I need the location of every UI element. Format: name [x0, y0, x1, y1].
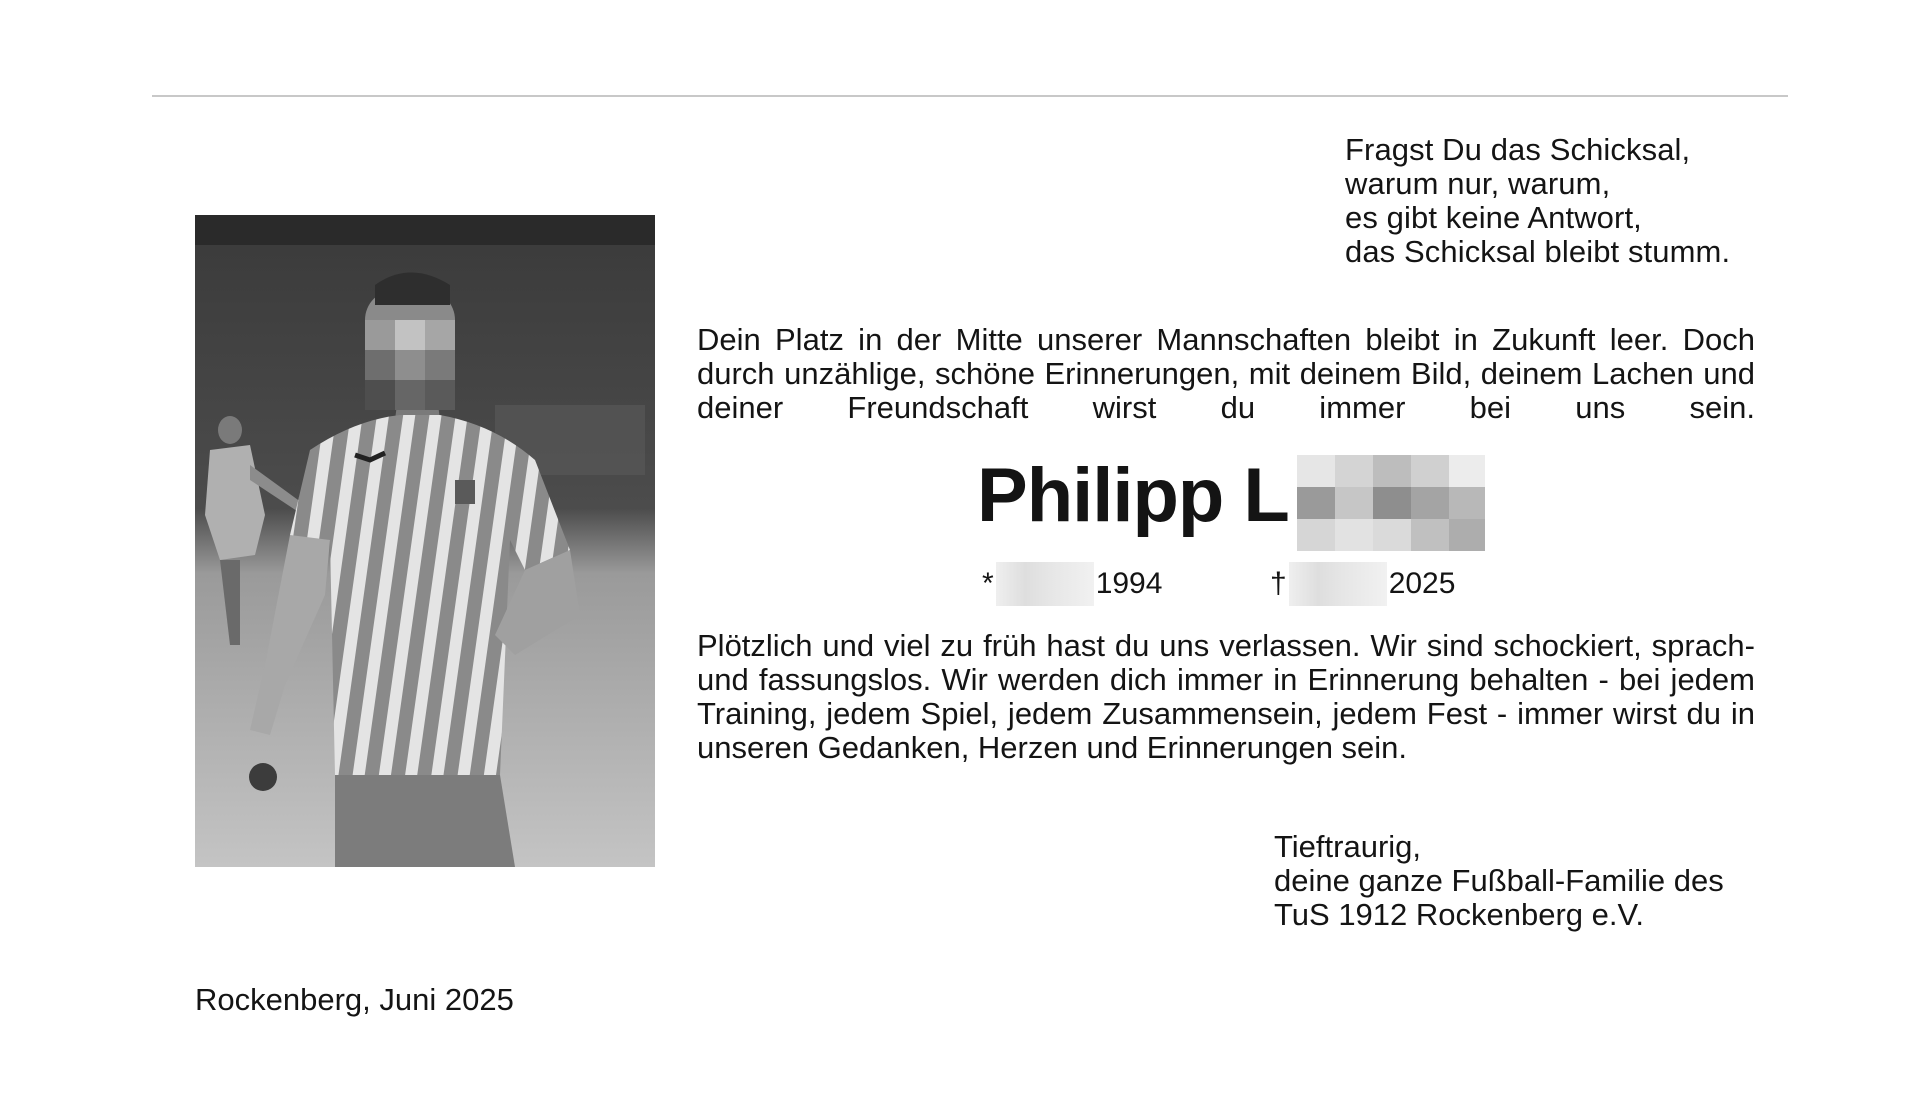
birth-date	[982, 562, 1162, 606]
portrait-photo	[195, 215, 655, 867]
cross-symbol: †	[1270, 567, 1287, 600]
birth-symbol: *	[982, 567, 994, 600]
surname-pixelation-blur	[1297, 455, 1485, 551]
place-and-date: Rockenberg, Juni 2025	[195, 982, 514, 1017]
face-pixelation-blur	[365, 320, 455, 410]
football-player-photo-image	[195, 215, 655, 867]
death-day-blur	[1289, 562, 1387, 606]
death-date	[1270, 562, 1455, 606]
tribute-paragraph-1: Dein Platz in der Mitte unserer Mannschaften bleibt in Zukunft leer. Doch durch unzählige, schöne Erinnerungen, mit deinem Bild, deinem Lachen und deiner Freundschaft wirst du immer bei uns sein.	[697, 322, 1755, 425]
death-year: 2025	[1388, 567, 1456, 600]
top-divider	[152, 95, 1788, 97]
signature-block: Tieftraurig, deine ganze Fußball-Familie des TuS 1912 Rockenberg e.V.	[1274, 829, 1724, 932]
birth-day-blur	[996, 562, 1094, 606]
poem-verse: Fragst Du das Schicksal, warum nur, warum, es gibt keine Antwort, das Schicksal bleibt stumm.	[1345, 132, 1731, 269]
deceased-name: Philipp L	[977, 453, 1289, 538]
birth-year: 1994	[1095, 567, 1163, 600]
tribute-paragraph-2: Plötzlich und viel zu früh hast du uns verlassen. Wir sind schockiert, sprach- und fassungslos. Wir werden dich immer in Erinnerung behalten - bei jedem Training, jedem Spiel, jedem Zusammensein, jedem Fest - immer wirst du in unseren Gedanken, Herzen und Erinnerungen sein.	[697, 628, 1755, 765]
